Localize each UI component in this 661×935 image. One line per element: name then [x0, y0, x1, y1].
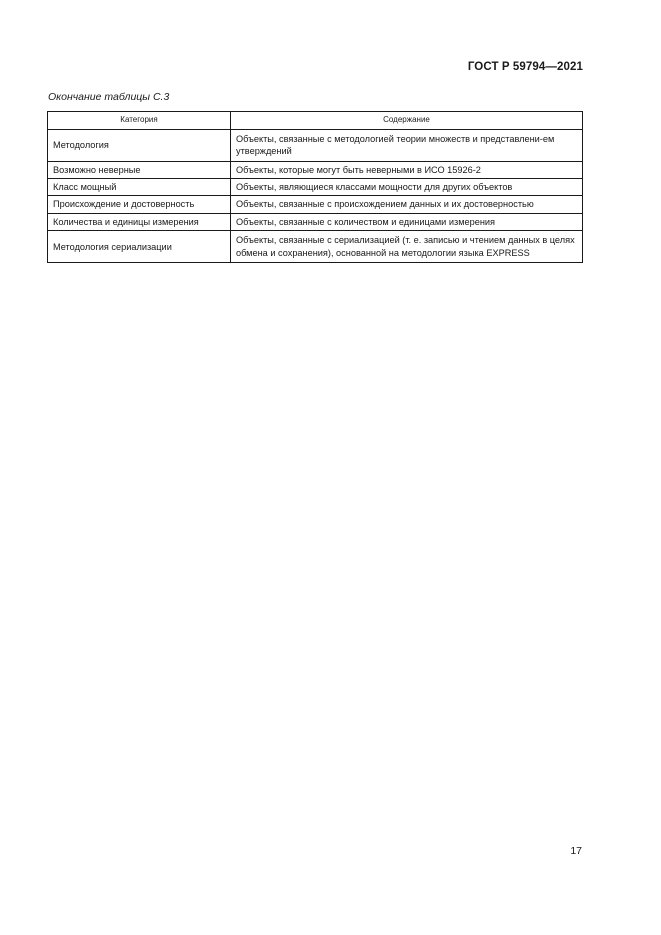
content-cell: Объекты, связанные с происхождением данных и их достоверностью — [231, 196, 583, 213]
table-caption: Окончание таблицы С.3 — [48, 91, 170, 103]
category-cell: Методология сериализации — [48, 231, 231, 263]
categories-table — [47, 111, 583, 263]
table-row — [48, 231, 583, 263]
content-cell: Объекты, которые могут быть неверными в ИСО 15926-2 — [231, 161, 583, 178]
category-cell: Происхождение и достоверность — [48, 196, 231, 213]
content-cell: Объекты, связанные с методологией теории множеств и представлени-ем утверждений — [231, 129, 583, 161]
category-cell: Количества и единицы измерения — [48, 213, 231, 230]
column-header-content: Содержание — [231, 112, 583, 130]
table-row — [48, 179, 583, 196]
table-row — [48, 196, 583, 213]
page-number: 17 — [570, 845, 582, 857]
content-cell: Объекты, являющиеся классами мощности для других объектов — [231, 179, 583, 196]
category-cell: Методология — [48, 129, 231, 161]
table-header-row — [48, 112, 583, 130]
category-cell: Возможно неверные — [48, 161, 231, 178]
column-header-category: Категория — [48, 112, 231, 130]
standard-code: ГОСТ Р 59794—2021 — [467, 61, 583, 73]
category-cell: Класс мощный — [48, 179, 231, 196]
content-cell: Объекты, связанные с количеством и единицами измерения — [231, 213, 583, 230]
table-row — [48, 129, 583, 161]
content-cell: Объекты, связанные с сериализацией (т. е. записью и чтением данных в целях обмена и сохранения), основанной на методологии языка EXPRESS — [231, 231, 583, 263]
table-row — [48, 161, 583, 178]
table-row — [48, 213, 583, 230]
